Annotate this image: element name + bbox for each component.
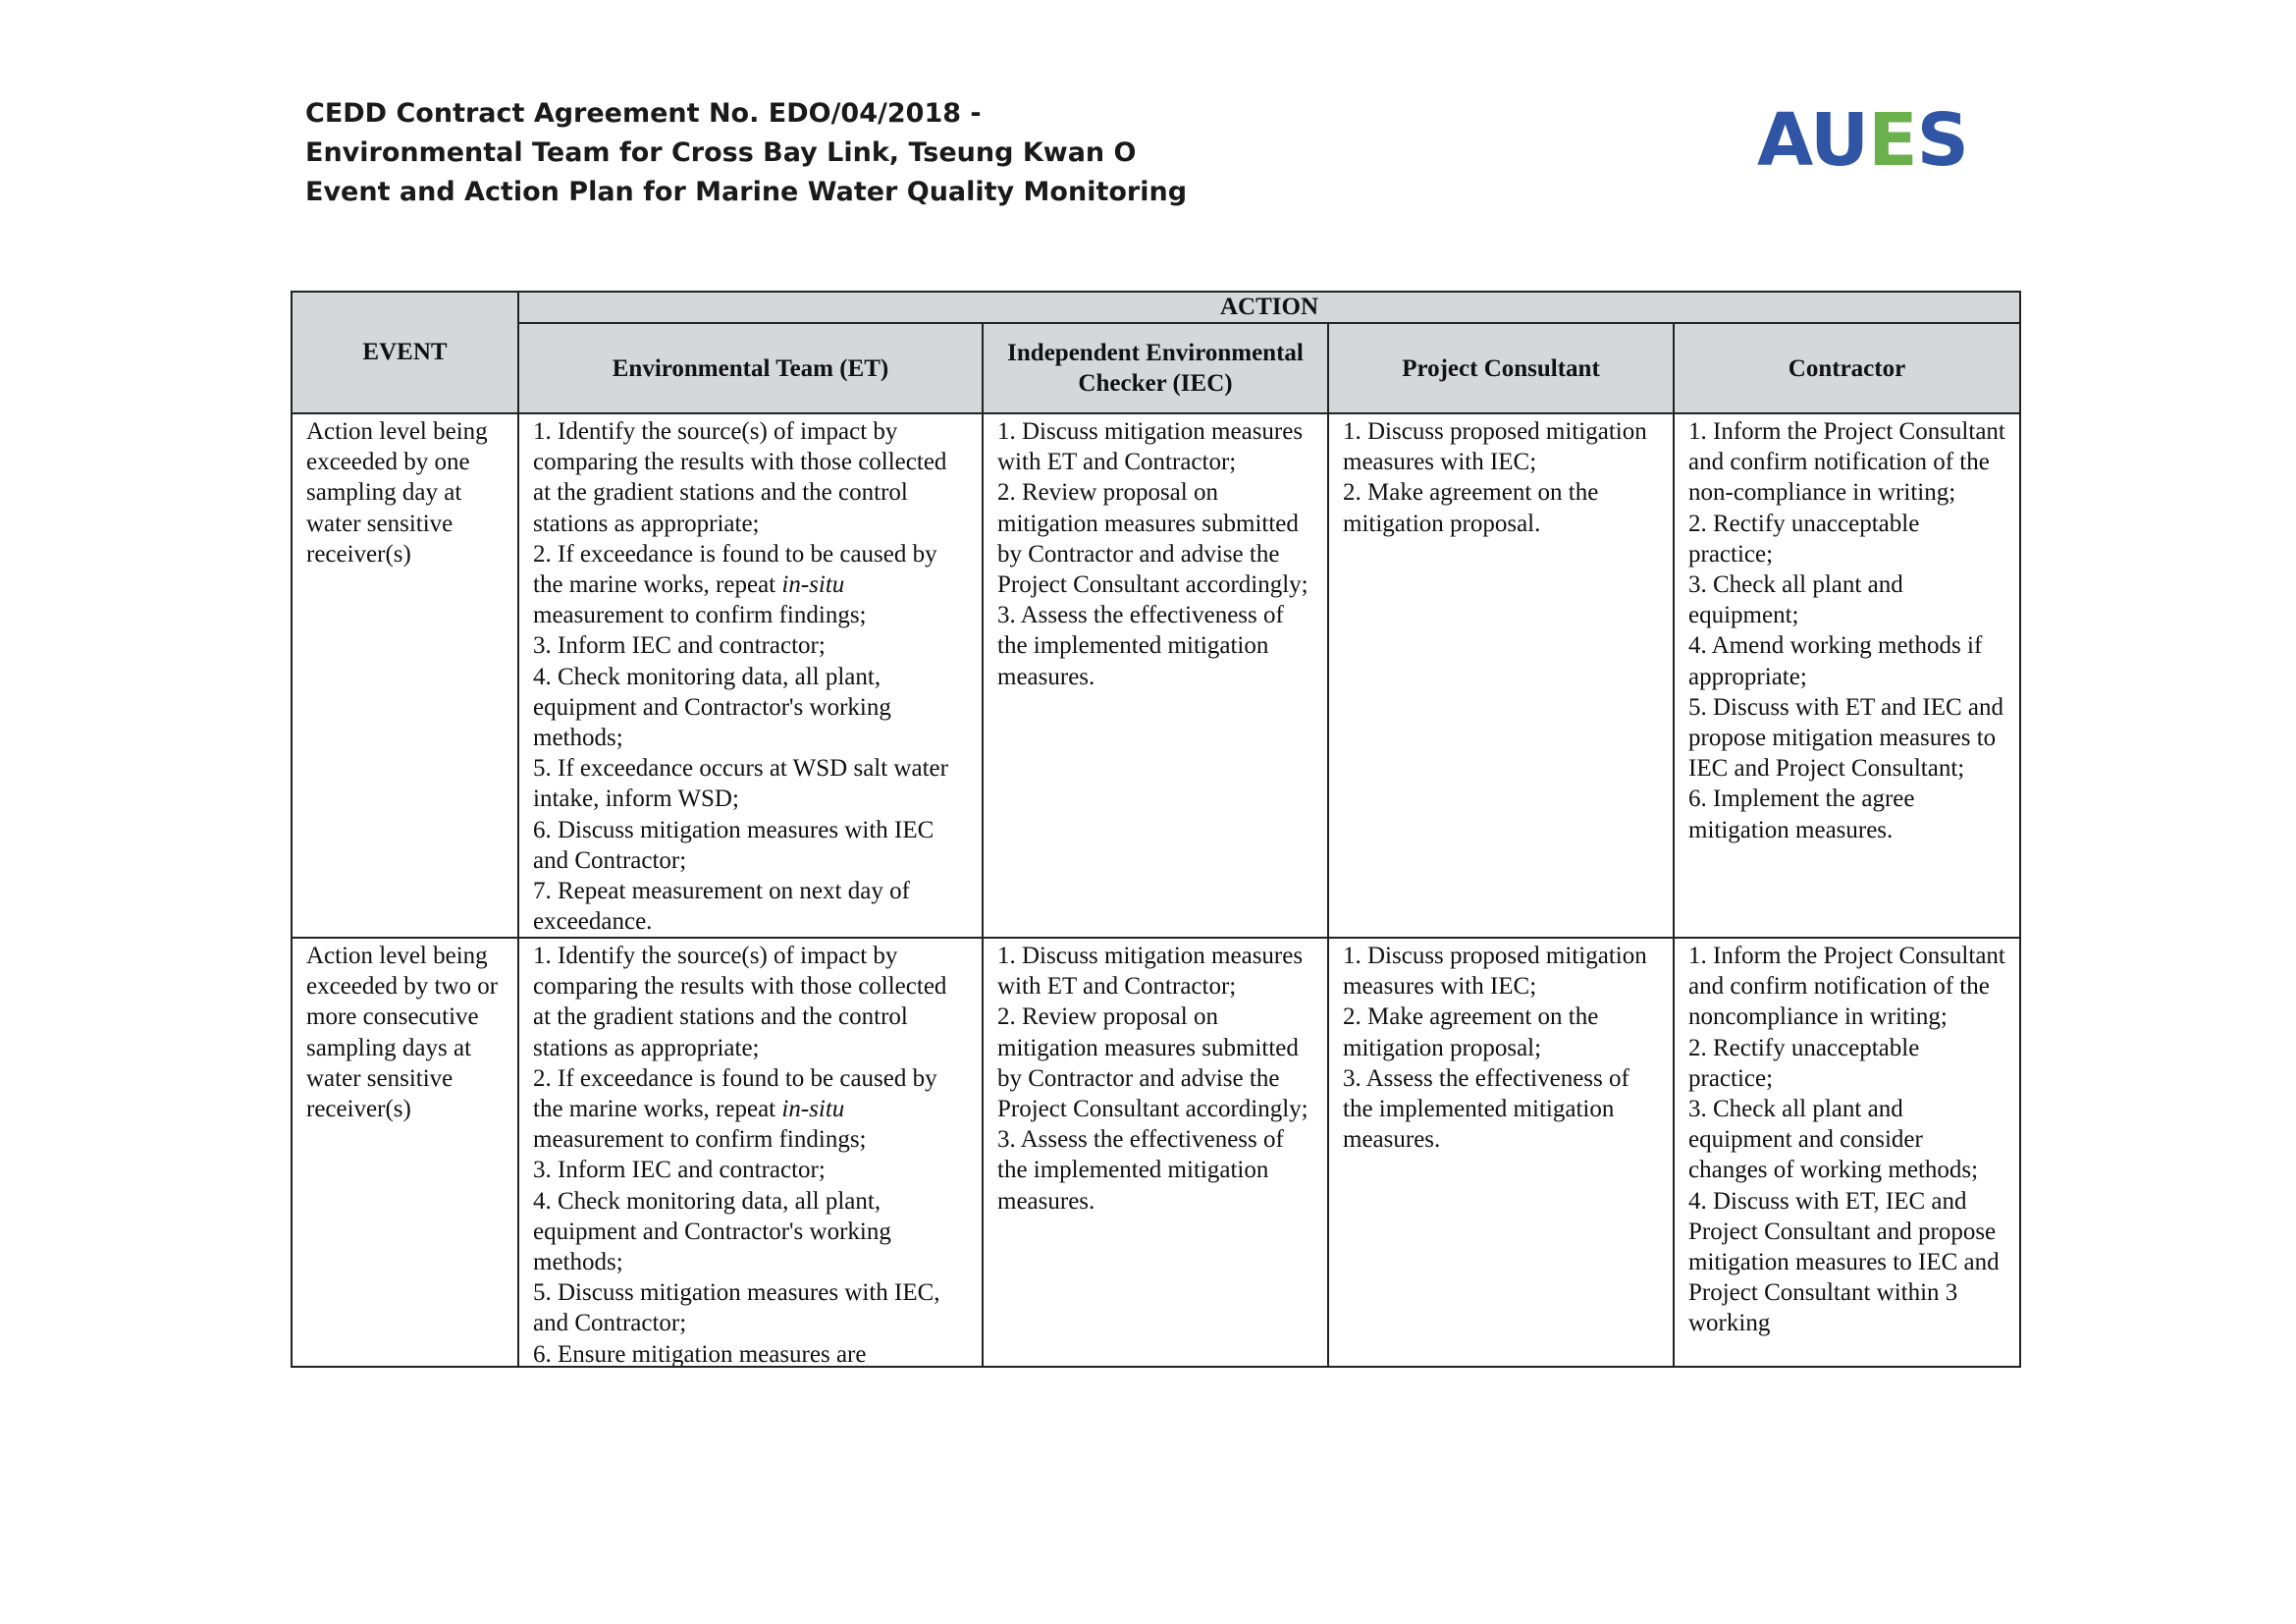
- action-item: 2. If exceedance is found to be caused by the marine works, repeat in-situ measurement to confirm findings;: [533, 540, 937, 629]
- document-header: [305, 94, 1187, 212]
- action-item: 3. Inform IEC and contractor;: [533, 1157, 826, 1184]
- action-item: 3. Inform IEC and contractor;: [533, 632, 826, 660]
- table-row: [292, 413, 2020, 938]
- contractor-column-header: Contractor: [1674, 323, 2020, 413]
- action-item: 5. If exceedance occurs at WSD salt water intake, inform WSD;: [533, 755, 948, 813]
- event-column-header: EVENT: [292, 292, 518, 413]
- event-cell: Action level being exceeded by one sampling day at water sensitive receiver(s): [292, 413, 518, 938]
- header-line-contract: CEDD Contract Agreement No. EDO/04/2018 -: [305, 98, 982, 129]
- action-item: 2. Rectify unacceptable practice;: [1688, 1034, 1920, 1092]
- action-item: 6. Discuss mitigation measures with IEC and Contractor;: [533, 816, 934, 874]
- iec-column-header: Independent Environmental Checker (IEC): [983, 323, 1328, 413]
- table-row: [292, 938, 2020, 1367]
- action-item: 1. Inform the Project Consultant and confirm notification of the non-compliance in writing;: [1688, 418, 2005, 507]
- action-item: 2. Make agreement on the mitigation proposal.: [1343, 479, 1599, 537]
- action-item: 1. Discuss mitigation measures with ET and Contractor;: [997, 943, 1304, 1001]
- contractor-actions-cell: [1674, 413, 2020, 938]
- action-item: 1. Discuss mitigation measures with ET and Contractor;: [997, 418, 1304, 476]
- event-action-table: [291, 291, 2021, 1368]
- pc-actions-cell: [1328, 413, 1674, 938]
- action-item: 7. Repeat measurement on next day of exceedance.: [533, 878, 910, 936]
- pc-column-header: Project Consultant: [1328, 323, 1674, 413]
- action-item: 3. Assess the effectiveness of the implemented mitigation measures.: [997, 602, 1284, 690]
- aues-logo: AUES: [1757, 98, 1968, 183]
- et-column-header: Environmental Team (ET): [518, 323, 983, 413]
- action-item: 2. Review proposal on mitigation measures submitted by Contractor and advise the Project Consultant accordingly;: [997, 479, 1308, 599]
- action-item: 4. Check monitoring data, all plant, equipment and Contractor's working methods;: [533, 663, 891, 752]
- action-item: 2. Rectify unacceptable practice;: [1688, 510, 1920, 568]
- action-item: 3. Assess the effectiveness of the implemented mitigation measures.: [997, 1126, 1284, 1215]
- iec-actions-cell: [983, 938, 1328, 1367]
- action-item: 1. Identify the source(s) of impact by comparing the results with those collected at the gradient stations and the control stations as appropriate;: [533, 418, 947, 537]
- action-item: 2. Review proposal on mitigation measures submitted by Contractor and advise the Project Consultant accordingly;: [997, 1003, 1308, 1123]
- contractor-actions-cell: [1674, 938, 2020, 1367]
- header-line-team: Environmental Team for Cross Bay Link, Tseung Kwan O: [305, 137, 1137, 168]
- action-item: 4. Amend working methods if appropriate;: [1688, 632, 1983, 690]
- action-item: 4. Check monitoring data, all plant, equipment and Contractor's working methods;: [533, 1187, 891, 1276]
- action-header: ACTION: [518, 292, 2020, 323]
- pc-actions-cell: [1328, 938, 1674, 1367]
- action-item: 5. Discuss with ET and IEC and propose mitigation measures to IEC and Project Consultant;: [1688, 693, 2004, 783]
- action-item: 2. Make agreement on the mitigation proposal;: [1343, 1003, 1599, 1061]
- action-item: 1. Identify the source(s) of impact by comparing the results with those collected at the gradient stations and the control stations as appropriate;: [533, 943, 947, 1061]
- header-line-plan-title: Event and Action Plan for Marine Water Quality Monitoring: [305, 177, 1188, 207]
- event-cell: Action level being exceeded by two or more consecutive sampling days at water sensitive receiver(s): [292, 938, 518, 1367]
- action-item: 1. Discuss proposed mitigation measures with IEC;: [1343, 418, 1647, 476]
- action-item: 1. Discuss proposed mitigation measures with IEC;: [1343, 943, 1647, 1001]
- action-item: 1. Inform the Project Consultant and confirm notification of the noncompliance in writing;: [1688, 943, 2005, 1031]
- action-item: 4. Discuss with ET, IEC and Project Consultant and propose mitigation measures to IEC and Project Consultant within 3 working: [1688, 1187, 2000, 1337]
- action-item: 3. Assess the effectiveness of the implemented mitigation measures.: [1343, 1064, 1629, 1154]
- action-item: 3. Check all plant and equipment and consider changes of working methods;: [1688, 1096, 1979, 1184]
- action-item: 6. Implement the agree mitigation measures.: [1688, 785, 1915, 843]
- action-item: 5. Discuss mitigation measures with IEC, and Contractor;: [533, 1279, 940, 1337]
- action-item: 6. Ensure mitigation measures are: [533, 1340, 867, 1366]
- et-actions-cell: [518, 413, 983, 938]
- iec-actions-cell: [983, 413, 1328, 938]
- action-item: 3. Check all plant and equipment;: [1688, 571, 1903, 629]
- action-item: 2. If exceedance is found to be caused by the marine works, repeat in-situ measurement to confirm findings;: [533, 1064, 937, 1154]
- et-actions-cell: [518, 938, 983, 1367]
